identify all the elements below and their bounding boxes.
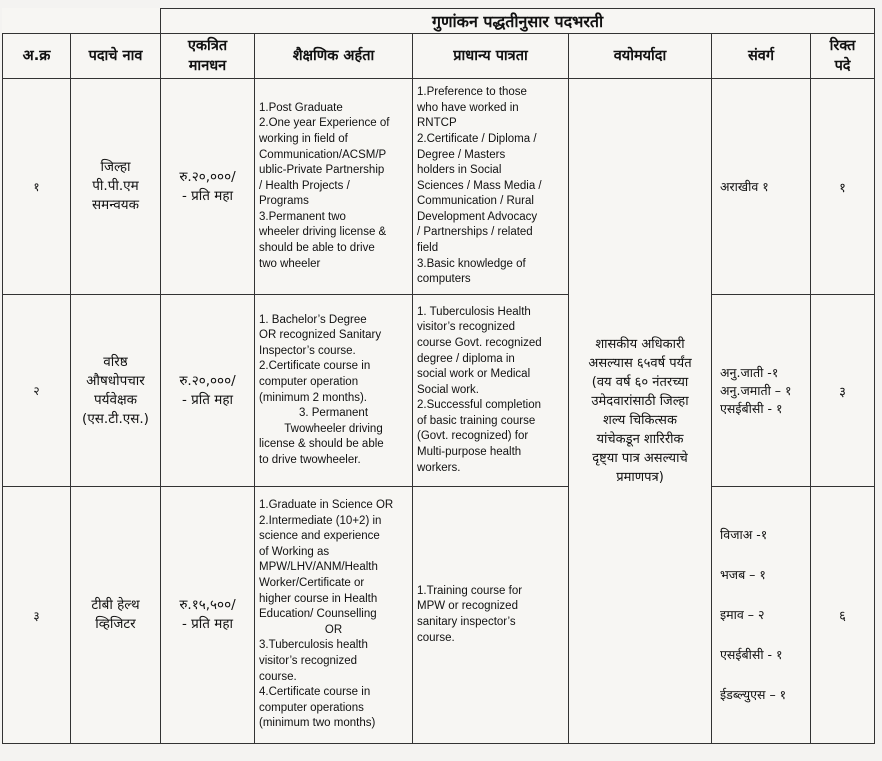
pay-cell: रु.२०,०००/ - प्रति महा [161, 79, 255, 295]
preference-cell: 1.Training course for MPW or recognized sanitary inspector’s course. [413, 487, 569, 744]
post-name-cell: जिल्हा पी.पी.एम समन्वयक [71, 79, 161, 295]
vacancy-cell: ३ [811, 295, 875, 487]
header-age-limit: वयोमर्यादा [569, 34, 712, 79]
education-cell: 1.Graduate in Science OR 2.Intermediate (10+2) in science and experience of Working as MPW/LHV/ANM/Health Worker/Certificate or higher course in Health Education/ Counselling OR 3.Tuberculosis health visitor’s recognized course. 4.Certificate course in computer operations (minimum two months) [255, 487, 413, 744]
header-vacancy: रिक्त पदे [811, 34, 875, 79]
recruitment-table [2, 8, 875, 744]
pay-cell: रु.१५,५००/ - प्रति महा [161, 487, 255, 744]
category-cell: अनु.जाती -१ अनु.जमाती – १ एसईबीसी - १ [712, 295, 811, 487]
table-row [3, 79, 875, 295]
age-limit-cell: शासकीय अधिकारी असल्यास ६५वर्ष पर्यंत (वय वर्ष ६० नंतरच्या उमेदवारांसाठी जिल्हा शल्य चिकित्सक यांचेकडून शारिरीक दृष्ट्या पात्र असल्याचे प्रमाणपत्र) [569, 79, 712, 744]
header-post-name: पदाचे नाव [71, 34, 161, 79]
table-row [3, 295, 875, 487]
post-name-cell: टीबी हेल्थ व्हिजिटर [71, 487, 161, 744]
vacancy-cell: ६ [811, 487, 875, 744]
sr-no-cell: २ [3, 295, 71, 487]
preference-cell: 1.Preference to those who have worked in RNTCP 2.Certificate / Diploma / Degree / Masters holders in Social Sciences / Mass Media / Communication / Rural Development Advocacy / Partnerships / related field 3.Basic knowledge of computers [413, 79, 569, 295]
header-category: संवर्ग [712, 34, 811, 79]
header-preference: प्राधान्य पात्रता [413, 34, 569, 79]
table-title: गुणांकन पद्धतीनुसार पदभरती [161, 9, 875, 34]
category-cell: अराखीव १ [712, 79, 811, 295]
preference-cell: 1. Tuberculosis Health visitor’s recognized course Govt. recognized degree / diploma in social work or Medical Social work. 2.Successful completion of basic training course (Govt. recognized) for Multi-purpose health workers. [413, 295, 569, 487]
header-education: शैक्षणिक अर्हता [255, 34, 413, 79]
pay-cell: रु.२०,०००/ - प्रति महा [161, 295, 255, 487]
education-cell: 1. Bachelor’s Degree OR recognized Sanitary Inspector’s course. 2.Certificate course in computer operation (minimum 2 months). 3. Permanent Twowheeler driving license & should be able to drive twowheeler. [255, 295, 413, 487]
sr-no-cell: ३ [3, 487, 71, 744]
education-cell: 1.Post Graduate 2.One year Experience of working in field of Communication/ACSM/P ublic-Private Partnership / Health Projects / Programs 3.Permanent two wheeler driving license & should be able to drive two wheeler [255, 79, 413, 295]
post-name-cell: वरिष्ठ औषधोपचार पर्यवेक्षक (एस.टी.एस.) [71, 295, 161, 487]
header-sr-no: अ.क्र [3, 34, 71, 79]
sr-no-cell: १ [3, 79, 71, 295]
table-row [3, 487, 875, 744]
header-pay: एकत्रित मानधन [161, 34, 255, 79]
vacancy-cell: १ [811, 79, 875, 295]
category-cell: विजाअ -१ भजब – १ इमाव – २ एसईबीसी - १ ईडब्ल्युएस – १ [712, 487, 811, 744]
